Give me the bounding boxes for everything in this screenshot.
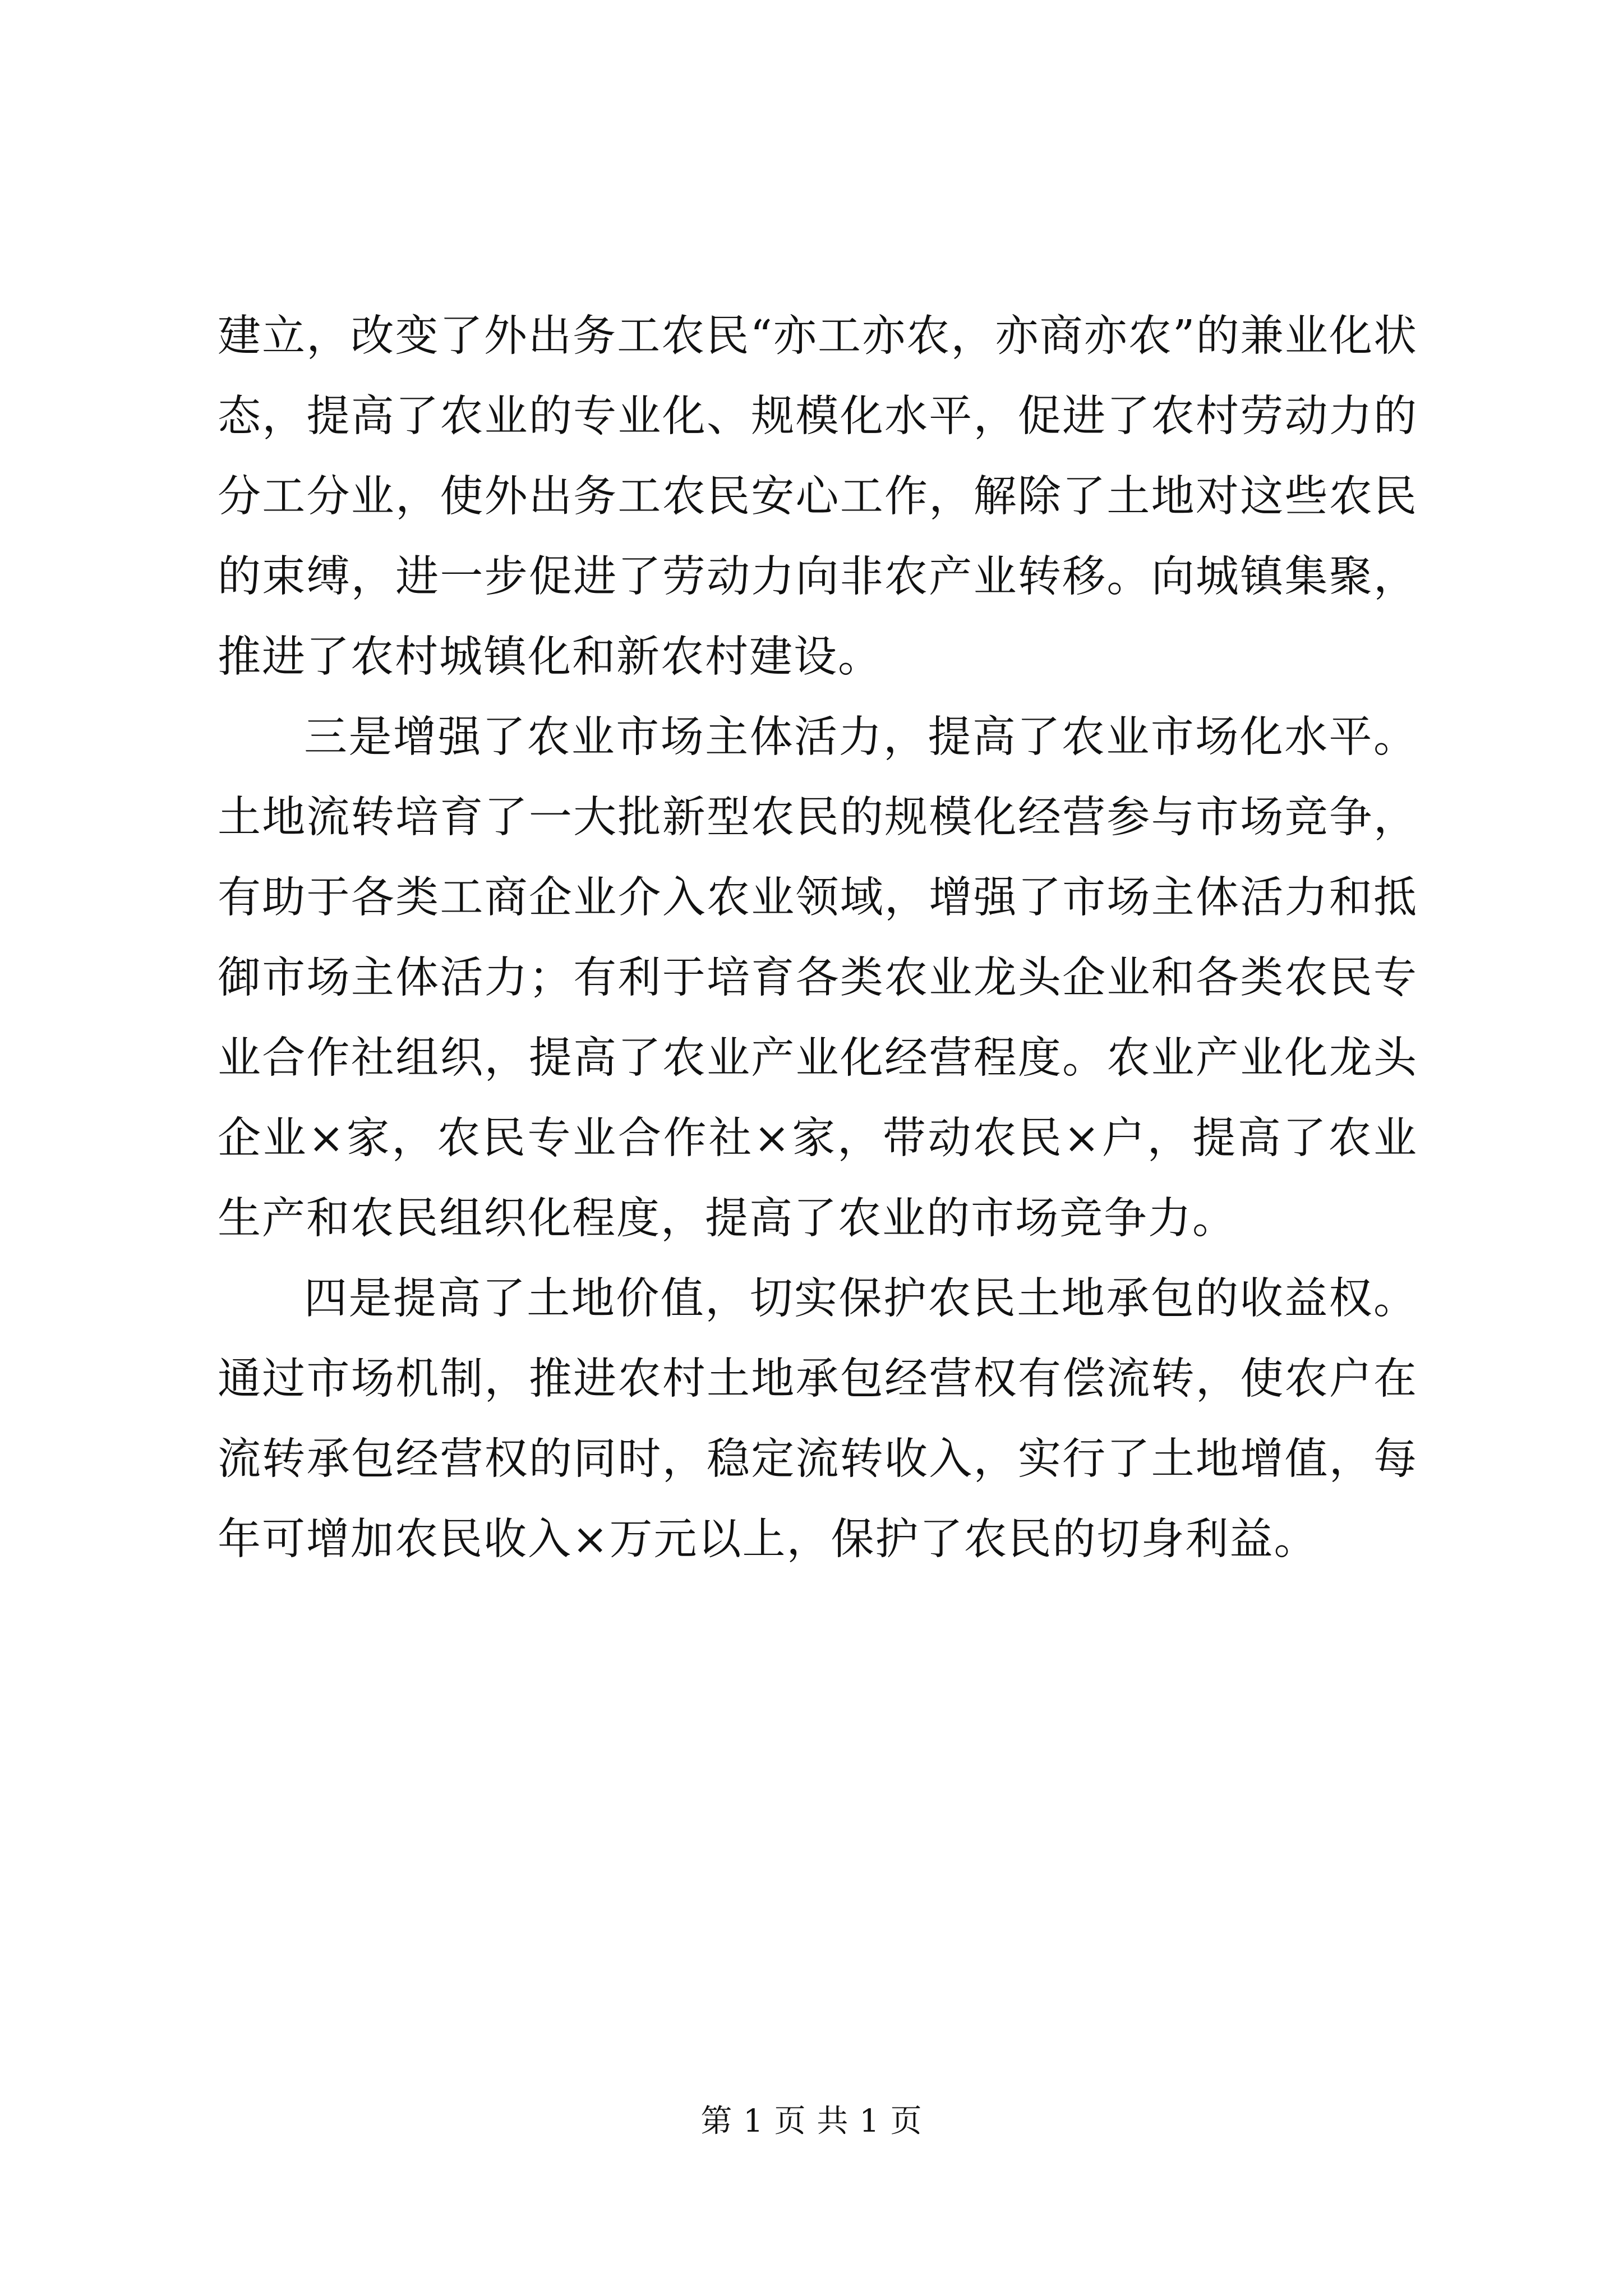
paragraph-point-four: 四是提高了土地价值，切实保护农民土地承包的收益权。通过市场机制，推进农村土地承包经营权有偿流转，使农户在流转承包经营权的同时，稳定流转收入，实行了土地增值，每年可增加农民收入×万元以上，保护了农民的切身利益。 xyxy=(218,1274,1418,1565)
document-body xyxy=(218,296,1418,1580)
page-number-footer: 第 1 页 共 1 页 xyxy=(700,2103,923,2139)
paragraph-point-three: 三是增强了农业市场主体活力，提高了农业市场化水平。土地流转培育了一大批新型农民的规模化经营参与市场竞争，有助于各类工商企业介入农业领域，增强了市场主体活力和抵御市场主体活力；有利于培育各类农业龙头企业和各类农民专业合作社组织，提高了农业产业化经营程度。农业产业化龙头企业×家，农民专业合作社×家，带动农民×户，提高了农业生产和农民组织化程度，提高了农业的市场竞争力。 xyxy=(218,712,1418,1244)
paragraph-continuation: 建立，改变了外出务工农民“亦工亦农，亦商亦农”的兼业化状态，提高了农业的专业化、规模化水平，促进了农村劳动力的分工分业，使外出务工农民安心工作，解除了土地对这些农民的束缚，进一步促进了劳动力向非农产业转移。向城镇集聚，推进了农村城镇化和新农村建设。 xyxy=(218,311,1418,682)
